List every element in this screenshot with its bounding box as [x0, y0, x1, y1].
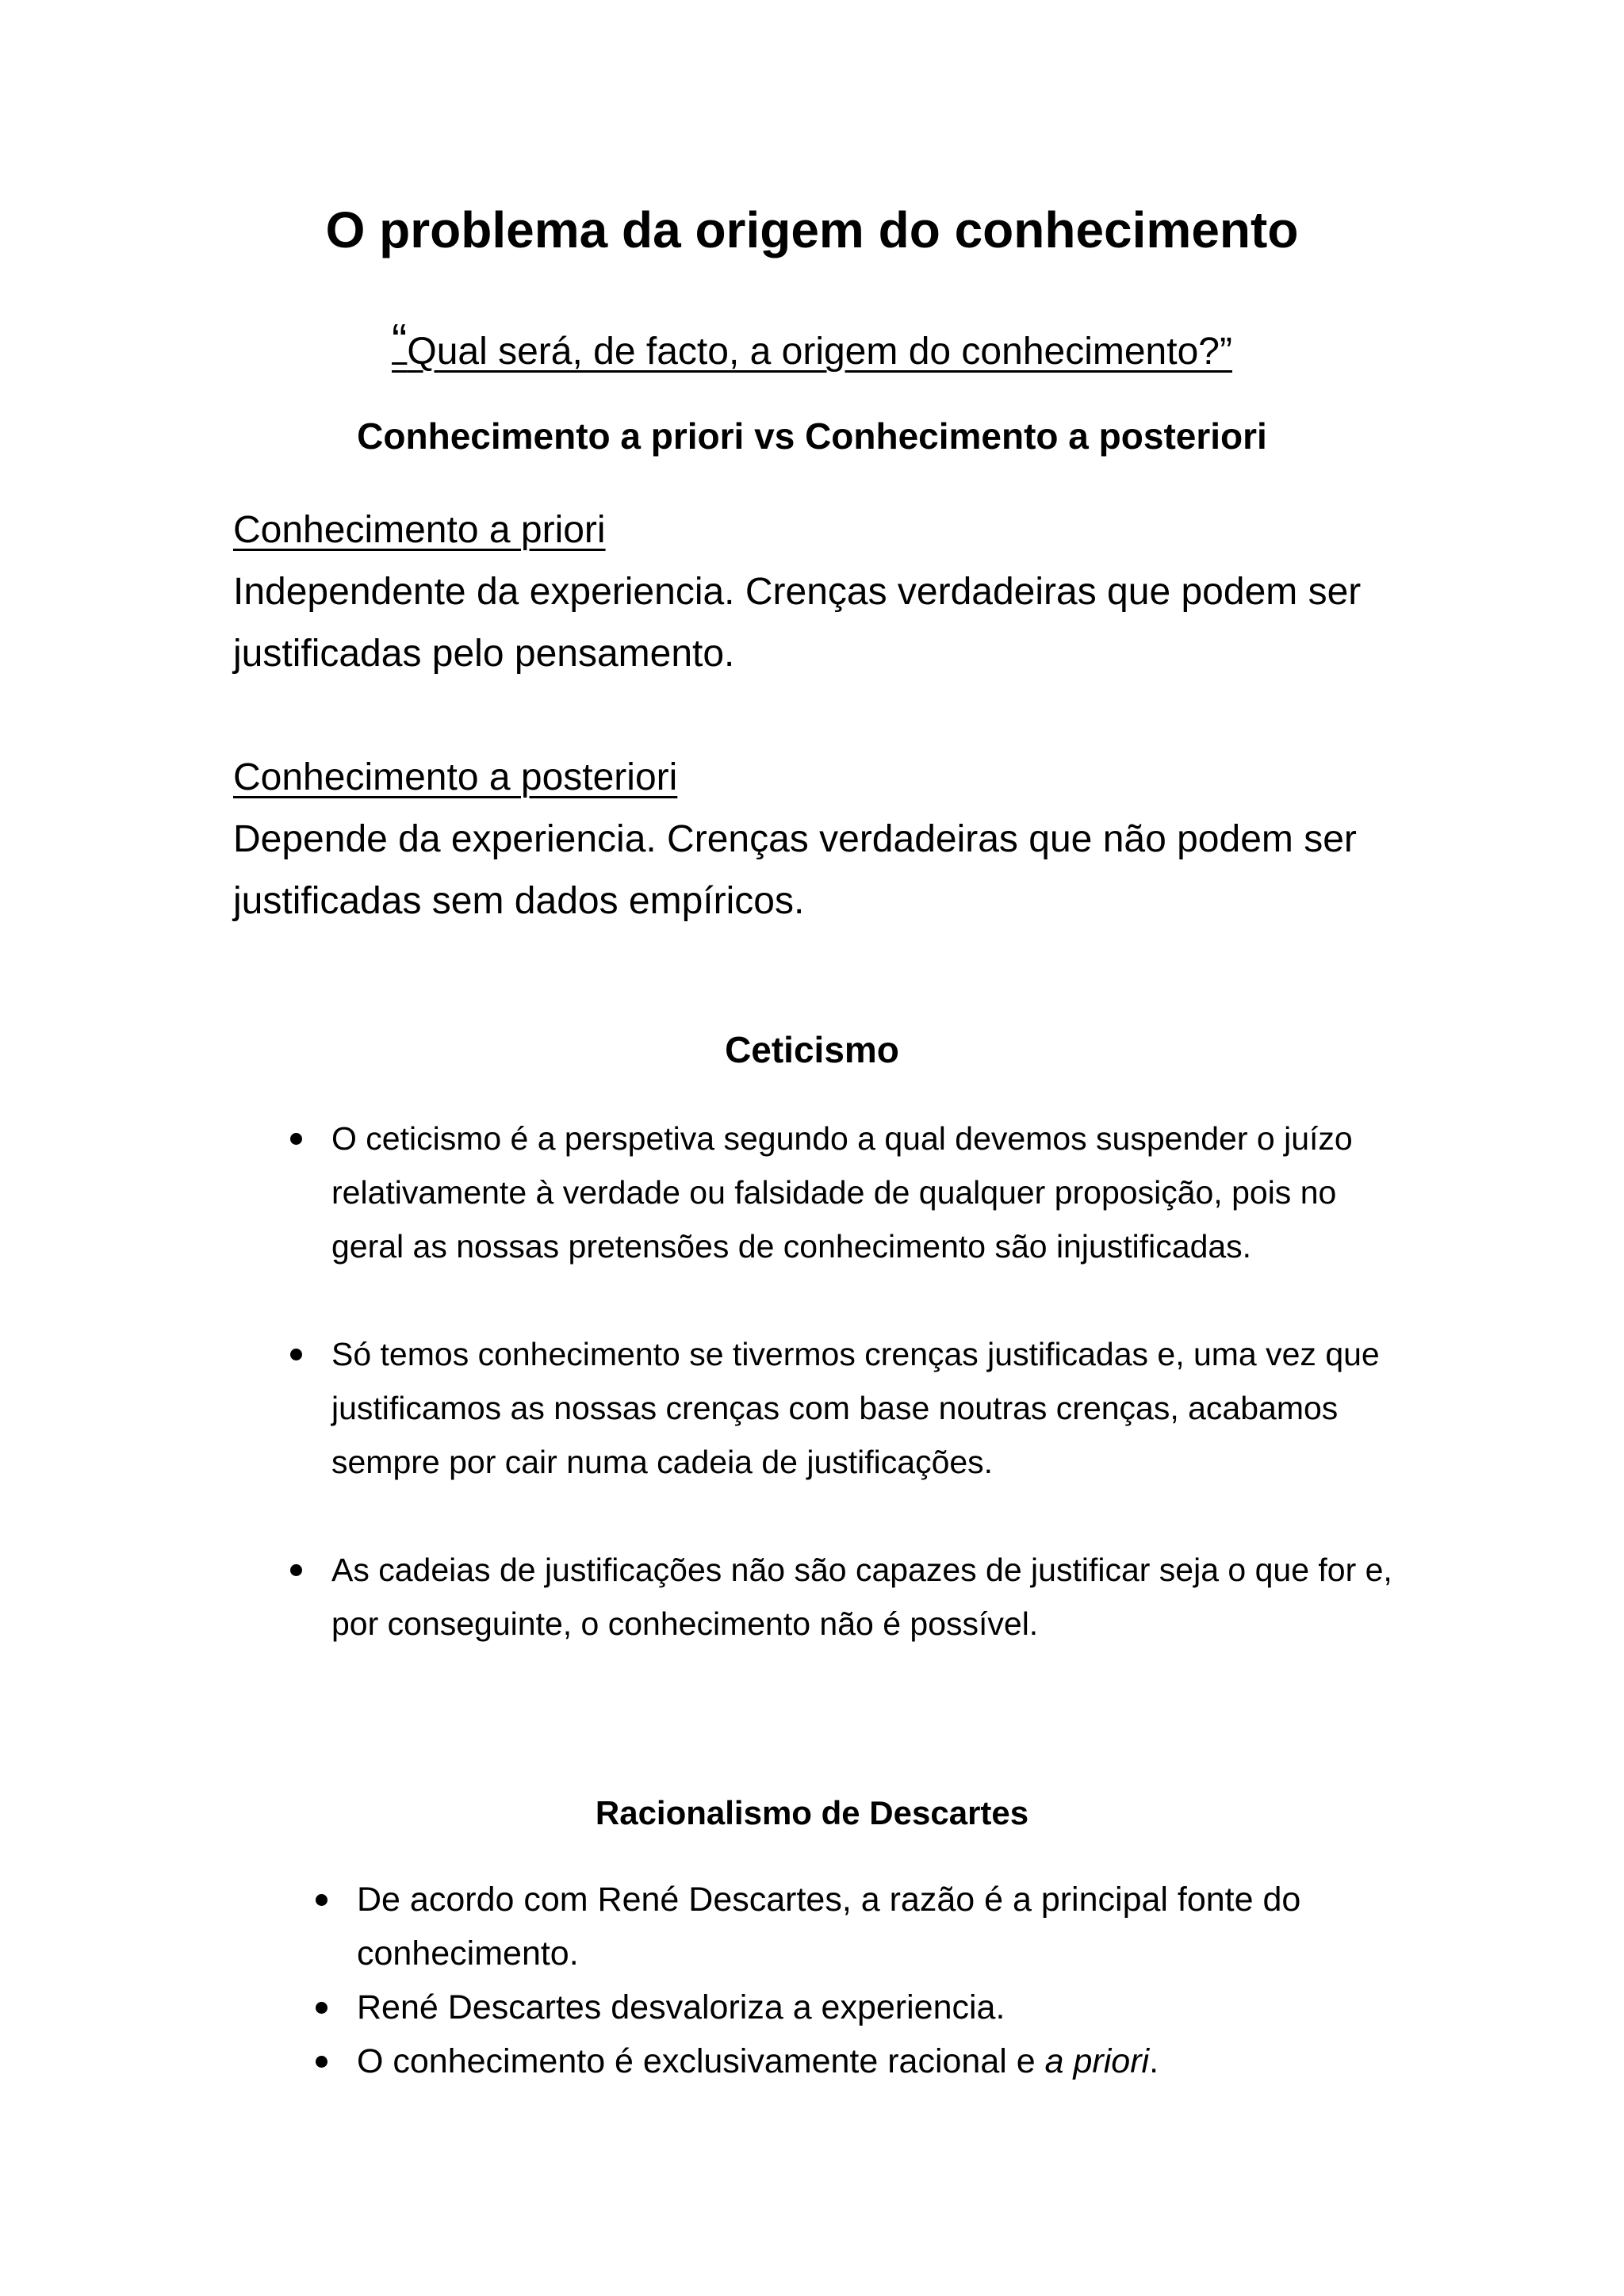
- definition-heading: Conhecimento a priori: [233, 509, 606, 551]
- section-heading-descartes: Racionalismo de Descartes: [595, 1794, 1029, 1831]
- quote-open-mark: “: [392, 315, 408, 366]
- comparison-subtitle: Conhecimento a priori vs Conhecimento a posteriori: [357, 415, 1267, 457]
- definition-text: Depende da experiencia. Crenças verdadeiras que não podem ser justificadas sem dados empíricos.: [233, 818, 1357, 922]
- list-item-text: As cadeias de justificações não são capazes de justificar seja o que for e, por conseguinte, o conhecimento não é possível.: [331, 1552, 1392, 1642]
- list-item: [331, 1327, 1410, 1489]
- ceticismo-list: [331, 1112, 1410, 1705]
- definition-text: Independente da experiencia. Crenças verdadeiras que podem ser justificadas pelo pensamento.: [233, 571, 1362, 675]
- list-item-text-suffix: .: [1149, 2042, 1159, 2080]
- bullet-icon: [290, 1349, 302, 1360]
- guiding-question-text: [392, 315, 1232, 373]
- bullet-icon: [316, 2002, 327, 2014]
- list-item-text-prefix: O conhecimento é exclusivamente racional e: [357, 2042, 1045, 2080]
- definition-a-priori: [233, 499, 1438, 685]
- descartes-list: [357, 1873, 1404, 2088]
- bullet-icon: [316, 2056, 327, 2068]
- definition-heading: Conhecimento a posteriori: [233, 756, 678, 798]
- page-title: O problema da origem do conhecimento: [325, 201, 1299, 258]
- list-item-text: René Descartes desvaloriza a experiencia.: [357, 1988, 1005, 2026]
- list-item: [357, 1980, 1404, 2034]
- section-heading-ceticismo: Ceticismo: [725, 1029, 899, 1070]
- list-item: [357, 2034, 1404, 2088]
- definition-a-posteriori: [233, 747, 1438, 932]
- list-item: [357, 1873, 1404, 1980]
- list-item-text: [357, 2042, 1159, 2080]
- emphasis-a-priori: a priori: [1044, 2042, 1150, 2080]
- list-item: [331, 1543, 1410, 1651]
- guiding-question: [0, 316, 1624, 377]
- bullet-icon: [316, 1894, 327, 1906]
- quote-body: Qual será, de facto, a origem do conhecimento?”: [407, 331, 1232, 373]
- list-item-text: Só temos conhecimento se tivermos crenças justificadas e, uma vez que justificamos as nossas crenças com base noutras crenças, acabamos sempre por cair numa cadeia de justificações.: [331, 1336, 1380, 1480]
- list-item-text: O ceticismo é a perspetiva segundo a qual devemos suspender o juízo relativamente à verdade ou falsidade de qualquer proposição, pois no geral as nossas pretensões de conhecimento são injustificadas.: [331, 1120, 1353, 1265]
- bullet-icon: [290, 1564, 302, 1576]
- list-item-text: De acordo com René Descartes, a razão é a principal fonte do conhecimento.: [357, 1881, 1301, 1973]
- bullet-icon: [290, 1133, 302, 1145]
- list-item: [331, 1112, 1410, 1273]
